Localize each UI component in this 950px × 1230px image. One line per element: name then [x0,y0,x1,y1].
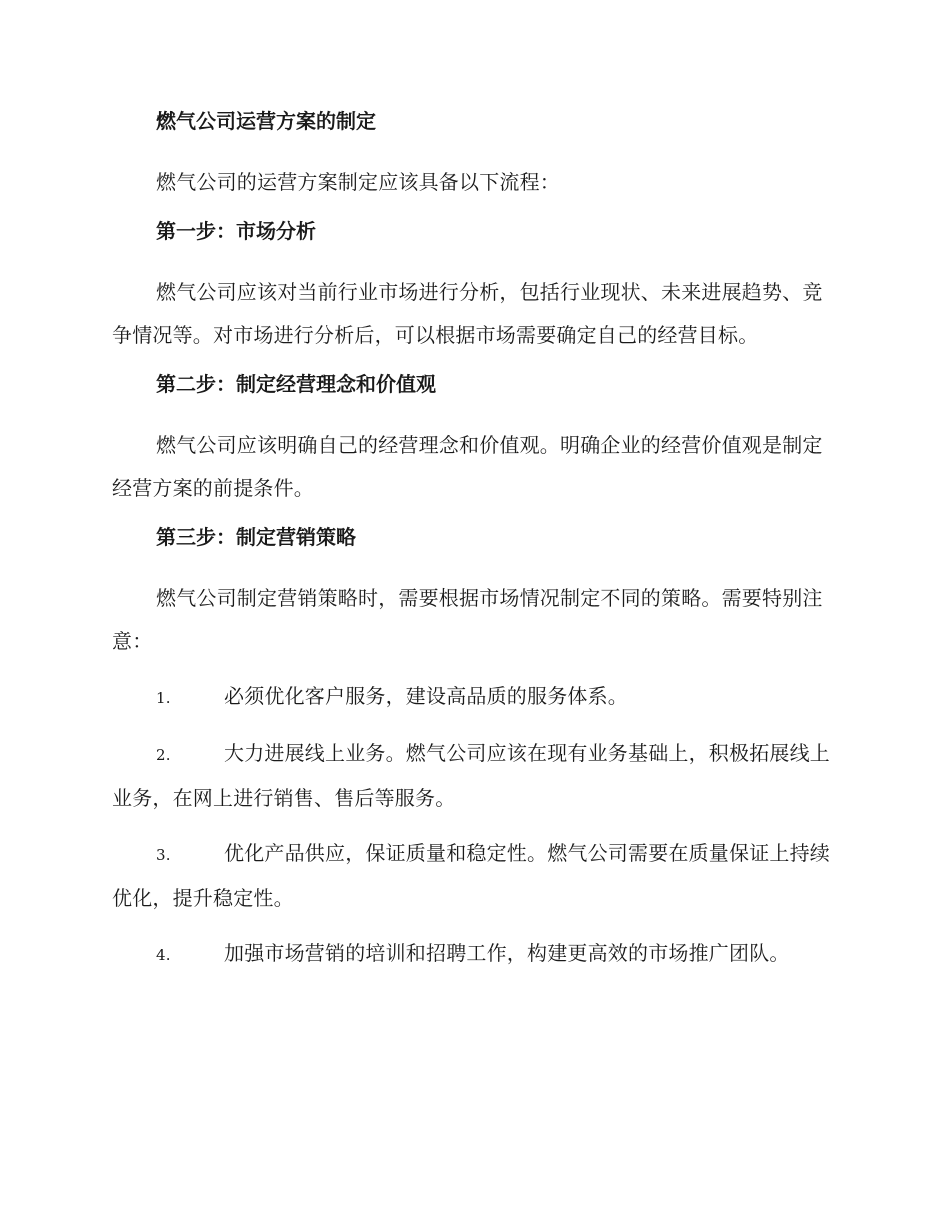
list-number: 3. [156,846,171,864]
list-number: 4. [156,946,171,964]
list-text: 大力进展线上业务。燃气公司应该在现有业务基础上，积极拓展线上业务，在网上进行销售、售后等服务。 [112,741,830,810]
step-3-body: 燃气公司制定营销策略时，需要根据市场情况制定不同的策略。需要特别注意： [112,586,823,653]
document-title: 燃气公司运营方案的制定 [156,109,376,133]
list-item [112,932,832,977]
list-number: 1. [156,689,171,707]
list-item [112,732,832,820]
step-3-heading: 第三步：制定营销策略 [156,525,356,549]
step-2-heading: 第二步：制定经营理念和价值观 [156,372,436,396]
step-1-heading: 第一步：市场分析 [156,219,316,243]
list-item [112,832,832,920]
list-number: 2. [156,746,171,764]
list-text: 加强市场营销的培训和招聘工作，构建更高效的市场推广团队。 [224,941,790,965]
document-body [112,106,832,989]
step-1-body: 燃气公司应该对当前行业市场进行分析，包括行业现状、未来进展趋势、竞争情况等。对市场进行分析后，可以根据市场需要确定自己的经营目标。 [112,280,823,347]
list-text: 必须优化客户服务，建设高品质的服务体系。 [224,684,628,708]
intro-paragraph: 燃气公司的运营方案制定应该具备以下流程： [156,170,560,194]
list-item [112,675,832,720]
step-2-body: 燃气公司应该明确自己的经营理念和价值观。明确企业的经营价值观是制定经营方案的前提条件。 [112,433,823,500]
list-text: 优化产品供应，保证质量和稳定性。燃气公司需要在质量保证上持续优化，提升稳定性。 [112,841,830,910]
